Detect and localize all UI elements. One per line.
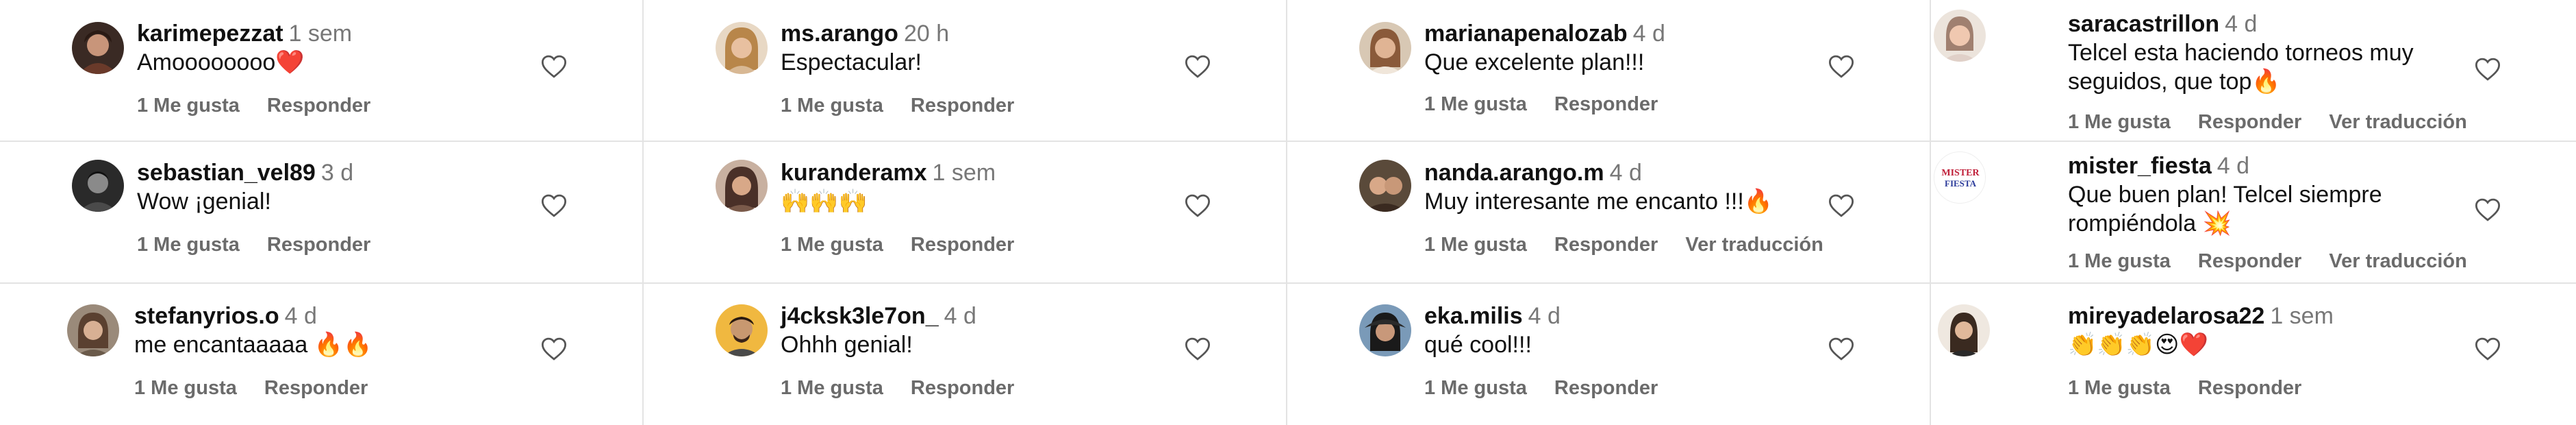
comment-body	[781, 19, 1190, 77]
comment-cell	[1931, 142, 2576, 284]
comment-actions	[1424, 377, 1685, 400]
translate-button[interactable]: Ver traducción	[1685, 234, 1823, 256]
reply-button[interactable]: Responder	[910, 95, 1015, 117]
comment-actions	[1424, 93, 1685, 116]
heart-outline-icon[interactable]	[2473, 195, 2502, 224]
comment-body	[781, 302, 1190, 359]
comment-body	[1424, 19, 1834, 77]
comment-text: qué cool!!!	[1424, 332, 1532, 358]
reply-button[interactable]: Responder	[2197, 377, 2302, 399]
username[interactable]: ms.arango	[781, 21, 898, 47]
heart-outline-icon[interactable]	[1183, 191, 1212, 220]
username[interactable]: mister_fiesta	[2068, 153, 2212, 179]
timestamp: 4 d	[1632, 21, 1665, 47]
comment-actions	[137, 95, 398, 117]
timestamp: 4 d	[944, 303, 976, 329]
heart-outline-icon[interactable]	[1183, 335, 1212, 363]
username[interactable]: eka.milis	[1424, 303, 1523, 329]
likes-count[interactable]: 1 Me gusta	[1424, 234, 1527, 256]
avatar[interactable]	[67, 304, 119, 356]
comment-actions	[2068, 377, 2329, 400]
comment-cell	[0, 142, 644, 284]
comment-cell	[1287, 284, 1931, 425]
comment-text: 🙌🙌🙌	[781, 189, 868, 215]
comment-cell	[1931, 0, 2576, 142]
reply-button[interactable]: Responder	[2197, 250, 2302, 272]
comment-text: Wow ¡genial!	[137, 189, 271, 215]
reply-button[interactable]: Responder	[1554, 234, 1658, 256]
username[interactable]: sebastian_vel89	[137, 160, 316, 186]
comment-actions	[2068, 250, 2495, 273]
comment-text: Muy interesante me encanto !!!🔥	[1424, 189, 1773, 215]
comment-cell	[0, 0, 644, 142]
comment-actions	[1424, 234, 1851, 256]
comment-body	[2068, 151, 2480, 238]
username[interactable]: karimepezzat	[137, 21, 283, 47]
comment-cell	[644, 284, 1287, 425]
reply-button[interactable]: Responder	[266, 95, 371, 117]
comment-cell	[1287, 0, 1931, 142]
heart-outline-icon[interactable]	[540, 191, 568, 220]
likes-count[interactable]: 1 Me gusta	[137, 234, 240, 256]
comment-cell	[644, 142, 1287, 284]
username[interactable]: marianapenalozab	[1424, 21, 1628, 47]
comment-actions	[2068, 111, 2495, 134]
avatar[interactable]	[1359, 22, 1411, 74]
comment-cell	[0, 284, 644, 425]
heart-outline-icon[interactable]	[1827, 52, 1856, 81]
username[interactable]: mireyadelarosa22	[2068, 303, 2265, 329]
comment-text: 👏👏👏😍❤️	[2068, 332, 2208, 358]
logo-text-fiesta: FIESTA	[1945, 178, 1976, 189]
timestamp: 20 h	[903, 21, 950, 47]
avatar[interactable]	[1934, 10, 1986, 62]
likes-count[interactable]: 1 Me gusta	[134, 377, 237, 399]
timestamp: 4 d	[1609, 160, 1642, 186]
comment-body	[2068, 10, 2480, 96]
reply-button[interactable]: Responder	[1554, 93, 1658, 115]
timestamp: 4 d	[2217, 153, 2250, 179]
likes-count[interactable]: 1 Me gusta	[2068, 250, 2171, 272]
avatar[interactable]	[716, 160, 768, 212]
avatar[interactable]	[716, 22, 768, 74]
username[interactable]: j4cksk3le7on_	[781, 303, 939, 329]
timestamp: 4 d	[284, 303, 317, 329]
comment-text: me encantaaaaa 🔥🔥	[134, 332, 372, 358]
comment-body	[1424, 302, 1834, 359]
timestamp: 1 sem	[2270, 303, 2334, 329]
username[interactable]: stefanyrios.o	[134, 303, 279, 329]
comment-cell	[1287, 142, 1931, 284]
logo-text-mister: MISTER	[1941, 168, 1980, 178]
translate-button[interactable]: Ver traducción	[2329, 111, 2467, 133]
likes-count[interactable]: 1 Me gusta	[2068, 111, 2171, 133]
comment-text: Ohhh genial!	[781, 332, 913, 358]
comment-body	[1424, 158, 1834, 216]
comment-text: Que buen plan! Telcel siempre rompiéndola 💥	[2068, 182, 2382, 236]
comment-body	[781, 158, 1190, 216]
heart-outline-icon[interactable]	[1827, 335, 1856, 363]
avatar[interactable]	[1359, 160, 1411, 212]
reply-button[interactable]: Responder	[910, 234, 1015, 256]
heart-outline-icon[interactable]	[540, 335, 568, 363]
comment-actions	[137, 234, 398, 256]
comment-actions	[781, 234, 1041, 256]
comment-text: Que excelente plan!!!	[1424, 49, 1645, 75]
translate-button[interactable]: Ver traducción	[2329, 250, 2467, 272]
timestamp: 3 d	[320, 160, 354, 186]
heart-outline-icon[interactable]	[2473, 55, 2502, 84]
heart-outline-icon[interactable]	[1827, 191, 1856, 220]
heart-outline-icon[interactable]	[2473, 335, 2502, 363]
comment-text: Espectacular!	[781, 49, 922, 75]
comment-cell	[644, 0, 1287, 142]
heart-outline-icon[interactable]	[1183, 52, 1212, 81]
reply-button[interactable]: Responder	[910, 377, 1015, 399]
avatar[interactable]	[72, 22, 124, 74]
avatar[interactable]	[1359, 304, 1411, 356]
comment-text: Telcel esta haciendo torneos muy seguidos, que top🔥	[2068, 40, 2414, 95]
avatar[interactable]	[716, 304, 768, 356]
heart-outline-icon[interactable]	[540, 52, 568, 81]
avatar[interactable]	[1938, 304, 1990, 356]
comment-text: Amoooooooo❤️	[137, 49, 305, 75]
reply-button[interactable]: Responder	[266, 234, 371, 256]
timestamp: 4 d	[1528, 303, 1561, 329]
username[interactable]: saracastrillon	[2068, 11, 2220, 37]
comment-body	[2068, 302, 2480, 359]
comment-body	[137, 158, 546, 216]
comment-actions	[781, 95, 1041, 117]
reply-button[interactable]: Responder	[1554, 377, 1658, 399]
reply-button[interactable]: Responder	[264, 377, 368, 399]
likes-count[interactable]: 1 Me gusta	[1424, 93, 1527, 115]
username[interactable]: kuranderamx	[781, 160, 927, 186]
likes-count[interactable]: 1 Me gusta	[781, 377, 883, 399]
comment-cell	[1931, 284, 2576, 425]
likes-count[interactable]: 1 Me gusta	[2068, 377, 2171, 399]
likes-count[interactable]: 1 Me gusta	[137, 95, 240, 117]
timestamp: 1 sem	[288, 21, 353, 47]
likes-count[interactable]: 1 Me gusta	[1424, 377, 1527, 399]
timestamp: 4 d	[2225, 11, 2258, 37]
likes-count[interactable]: 1 Me gusta	[781, 234, 883, 256]
avatar[interactable]	[72, 160, 124, 212]
comment-body	[137, 19, 546, 77]
comment-actions	[781, 377, 1041, 400]
likes-count[interactable]: 1 Me gusta	[781, 95, 883, 117]
avatar[interactable]	[1934, 151, 1986, 204]
username[interactable]: nanda.arango.m	[1424, 160, 1604, 186]
comment-actions	[134, 377, 395, 400]
comment-body	[134, 302, 546, 359]
timestamp: 1 sem	[932, 160, 996, 186]
reply-button[interactable]: Responder	[2197, 111, 2302, 133]
